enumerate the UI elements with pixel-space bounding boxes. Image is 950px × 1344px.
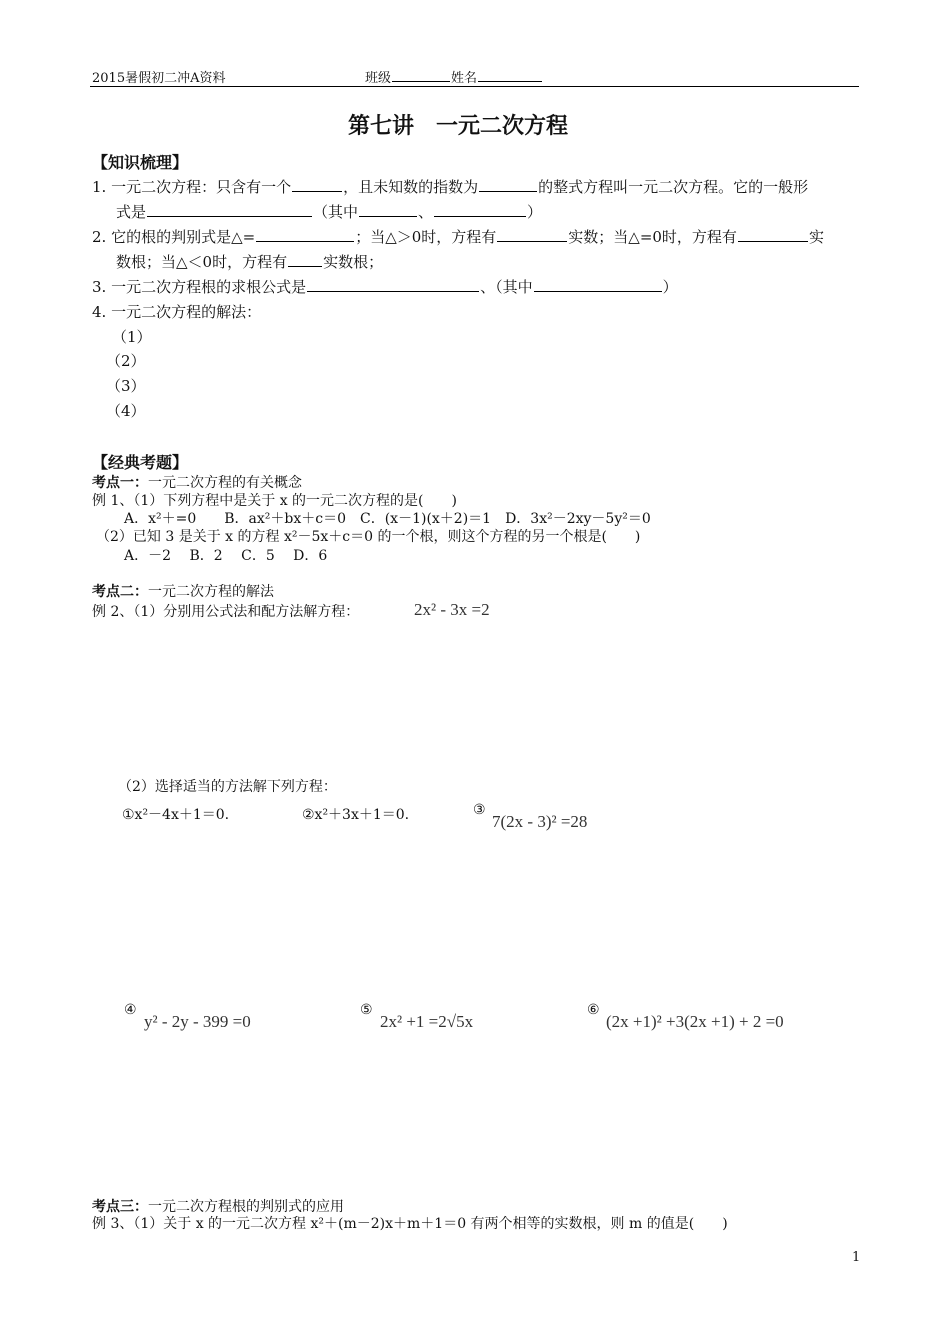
- ex2-line2: （2）选择适当的方法解下列方程：: [118, 779, 337, 795]
- header-rule: [90, 86, 859, 87]
- item3-text-a: 3. 一元二次方程根的求根公式是: [92, 278, 307, 296]
- equation-5-mark: ⑤: [360, 1002, 373, 1018]
- knowledge-item-1: [92, 176, 808, 197]
- item2-text-c: 实数；当△=0时，方程有: [568, 228, 737, 246]
- kd2-text: 一元二次方程的解法: [148, 584, 274, 600]
- item2-blank-1[interactable]: [256, 229, 354, 242]
- item2-text-a: 2. 它的根的判别式是△=: [92, 228, 256, 246]
- method-3: （3）: [106, 377, 146, 395]
- equation-3: 7(2x - 3)² =28: [492, 812, 588, 831]
- equation-6: (2x +1)² +3(2x +1) + 2 =0: [606, 1012, 784, 1031]
- knowledge-item-2-cont: [116, 251, 383, 272]
- kd3-text: 一元二次方程根的判别式的应用: [148, 1199, 344, 1215]
- equation-6-mark: ⑥: [587, 1002, 600, 1018]
- knowledge-item-2: [92, 226, 824, 247]
- class-blank[interactable]: [392, 69, 450, 82]
- ex2-line1: 例 2、（1）分别用公式法和配方法解方程：: [92, 604, 360, 620]
- item1-blank-3[interactable]: [147, 204, 312, 217]
- item1-text-b: ，且未知数的指数为: [343, 178, 479, 196]
- method-1: （1）: [112, 328, 152, 346]
- knowledge-item-4: 4. 一元二次方程的解法：: [92, 303, 262, 321]
- item1-text-c: 的整式方程叫一元二次方程。它的一般形: [538, 178, 809, 196]
- page-title: 第七讲 一元二次方程: [348, 114, 569, 139]
- equation-5: 2x² +1 =2√5x: [380, 1012, 474, 1031]
- equation-4: y² - 2y - 399 =0: [144, 1012, 251, 1031]
- item1-text-d: 式是: [116, 203, 147, 221]
- knowledge-item-3: [92, 276, 678, 297]
- name-blank[interactable]: [478, 69, 542, 82]
- name-label: 姓名: [451, 71, 478, 86]
- item3-text-b: 、（其中: [480, 278, 533, 296]
- kd2-label: 考点二：: [92, 584, 148, 600]
- item3-blank-2[interactable]: [534, 279, 662, 292]
- item2-text-e: 数根；当△＜0时，方程有: [116, 253, 288, 271]
- knowledge-item-1-cont: [116, 201, 542, 222]
- item2-blank-3[interactable]: [738, 229, 808, 242]
- method-2: （2）: [106, 352, 146, 370]
- item1-text-g: ）: [527, 203, 543, 221]
- equation-1: ①x²－4x＋1＝0.: [122, 807, 230, 823]
- ex1-options2: A．－2 B．2 C．5 D．6: [124, 548, 328, 564]
- kd1: [92, 472, 302, 492]
- item1-blank-4[interactable]: [359, 204, 417, 217]
- method-4: （4）: [106, 402, 146, 420]
- kd3-label: 考点三：: [92, 1199, 148, 1215]
- item1-text-e: （其中: [313, 203, 359, 221]
- header-doc-title: 2015暑假初二冲A资料: [92, 71, 226, 86]
- item2-blank-2[interactable]: [497, 229, 567, 242]
- page-number: 1: [852, 1250, 861, 1265]
- item1-blank-1[interactable]: [292, 179, 342, 192]
- item1-text-a: 1. 一元二次方程：只含有一个: [92, 178, 292, 196]
- equation-3-mark: ③: [473, 802, 486, 818]
- item2-blank-4[interactable]: [288, 254, 322, 267]
- equation-4-mark: ④: [124, 1002, 137, 1018]
- ex3-line1: 例 3、（1）关于 x 的一元二次方程 x²＋(m－2)x＋m＋1＝0 有两个相等的实数根，则 m 的值是( ): [92, 1216, 728, 1232]
- ex2-equation: 2x² - 3x =2: [414, 600, 490, 619]
- ex1-options: A．x²＋=0 B．ax²＋bx＋c＝0 C．(x－1)(x＋2)＝1 D．3x²－2xy－5y²＝0: [124, 511, 651, 527]
- item1-blank-5[interactable]: [434, 204, 526, 217]
- item2-text-d: 实: [808, 228, 824, 246]
- ex1-line1: 例 1、（1）下列方程中是关于 x 的一元二次方程的是( ): [92, 493, 457, 509]
- item3-text-c: ）: [662, 278, 678, 296]
- item1-text-f: 、: [418, 203, 434, 221]
- ex1-line2: （2）已知 3 是关于 x 的方程 x²－5x＋c＝0 的一个根，则这个方程的另一个根是( ): [96, 529, 641, 545]
- item2-text-b: ；当△＞0时，方程有: [355, 228, 497, 246]
- kd1-text: 一元二次方程的有关概念: [148, 475, 302, 491]
- knowledge-heading: 【知识梳理】: [92, 153, 189, 172]
- header-class-field: [365, 67, 543, 86]
- class-label: 班级: [365, 71, 392, 86]
- kd1-label: 考点一：: [92, 475, 148, 491]
- item2-text-f: 实数根；: [323, 253, 384, 271]
- kd2: [92, 581, 274, 601]
- classic-heading: 【经典考题】: [92, 453, 189, 472]
- item3-blank-1[interactable]: [307, 279, 479, 292]
- equation-2: ②x²＋3x＋1＝0.: [302, 807, 410, 823]
- item1-blank-2[interactable]: [479, 179, 537, 192]
